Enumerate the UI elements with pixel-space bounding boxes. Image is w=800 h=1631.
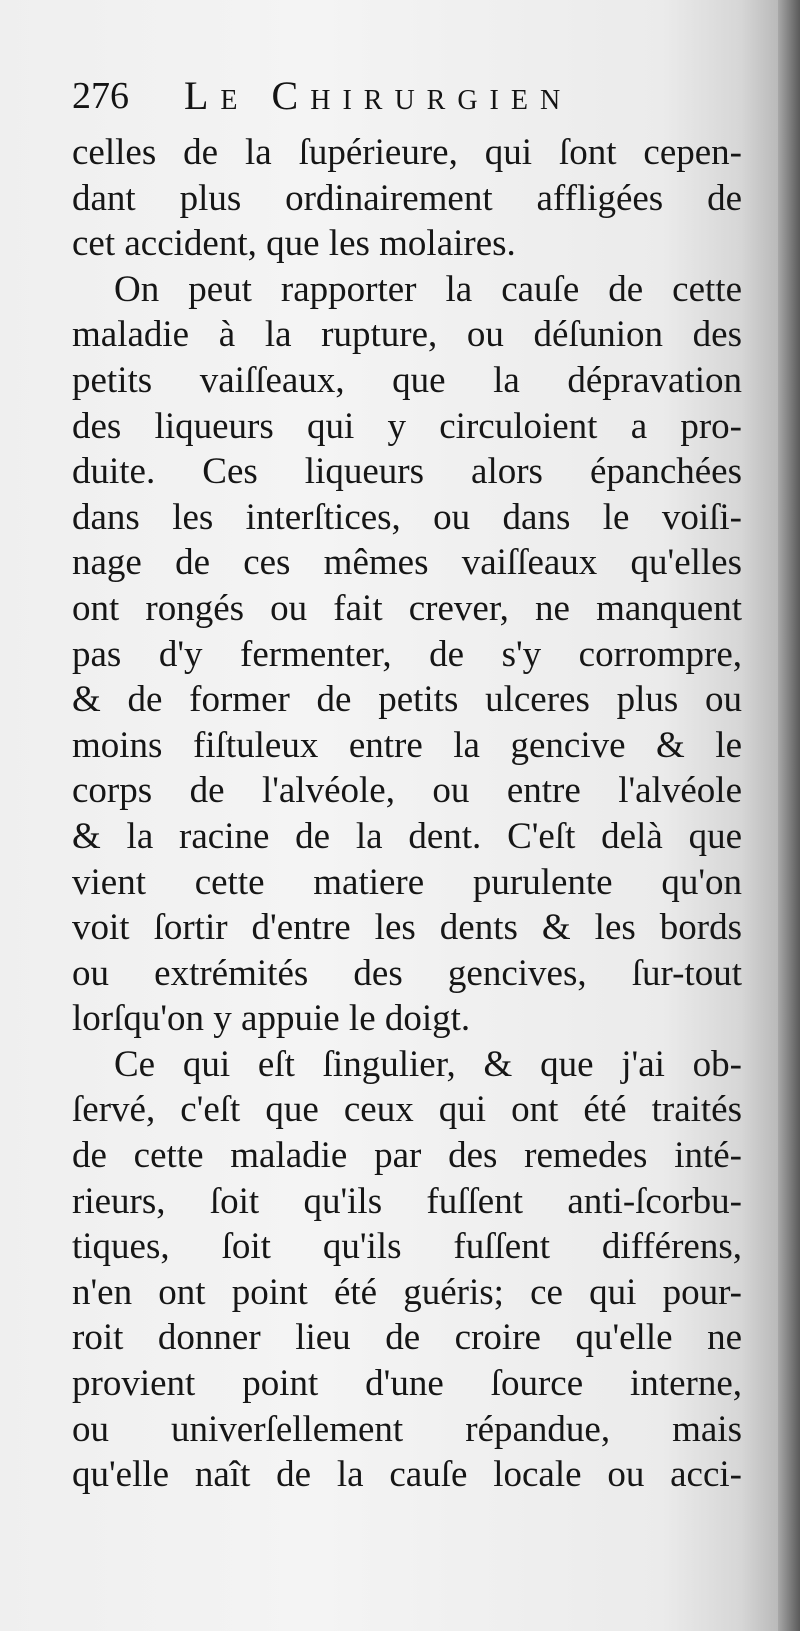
text-line: vient cette matiere purulente qu'on (72, 861, 742, 903)
page-number: 276 (72, 75, 129, 117)
text-line: des liqueurs qui y circuloient a pro- (72, 405, 742, 447)
text-line: tiques, ſoit qu'ils fuſſent différens, (72, 1226, 742, 1268)
text-line: voit ſortir d'entre les dents & les bords (72, 907, 742, 949)
text-line: celles de la ſupérieure, qui ſont cepen- (72, 132, 742, 173)
text-line: cet accident, que les molaires. (72, 223, 516, 265)
text-line: corps de l'alvéole, ou entre l'alvéole (72, 770, 742, 812)
text-line: pas d'y fermenter, de s'y corrompre, (72, 633, 742, 675)
text-line: petits vaiſſeaux, que la dépravation (72, 359, 742, 401)
text-line: n'en ont point été guéris; ce qui pour- (72, 1271, 742, 1313)
text-line: Ce qui eſt ſingulier, & que j'ai ob- (114, 1043, 742, 1085)
text-line: dans les interſtices, ou dans le voiſi- (72, 496, 742, 538)
text-line: ſervé, c'eſt que ceux qui ont été traités (72, 1089, 742, 1131)
text-line: dant plus ordinairement affligées de (72, 177, 742, 219)
text-line: maladie à la rupture, ou déſunion des (72, 314, 742, 356)
text-line: rieurs, ſoit qu'ils fuſſent anti-ſcorbu- (72, 1180, 742, 1222)
text-line: & la racine de la dent. C'eſt delà que (72, 815, 742, 857)
page-edge-shadow (778, 0, 800, 1631)
text-line: nage de ces mêmes vaiſſeaux qu'elles (72, 542, 742, 584)
running-title: Le Chirurgien (184, 73, 573, 118)
body-text (72, 130, 742, 1498)
text-line: On peut rapporter la cauſe de cette (114, 268, 742, 310)
text-line: qu'elle naît de la cauſe locale ou acci- (72, 1454, 742, 1496)
text-line: de cette maladie par des remedes inté- (72, 1135, 742, 1177)
text-line: lorſqu'on y appuie le doigt. (72, 998, 471, 1040)
text-line: provient point d'une ſource interne, (72, 1363, 742, 1405)
text-line: duite. Ces liqueurs alors épanchées (72, 451, 742, 493)
text-line: & de former de petits ulceres plus ou (72, 679, 742, 721)
text-line: ont rongés ou fait crever, ne manquent (72, 587, 742, 629)
text-line: ou univerſellement répandue, mais (72, 1408, 742, 1450)
text-line: roit donner lieu de croire qu'elle ne (72, 1317, 742, 1359)
running-head (72, 70, 692, 122)
text-line: ou extrémités des gencives, ſur-tout (72, 952, 742, 994)
text-line: moins fiſtuleux entre la gencive & le (72, 724, 742, 766)
